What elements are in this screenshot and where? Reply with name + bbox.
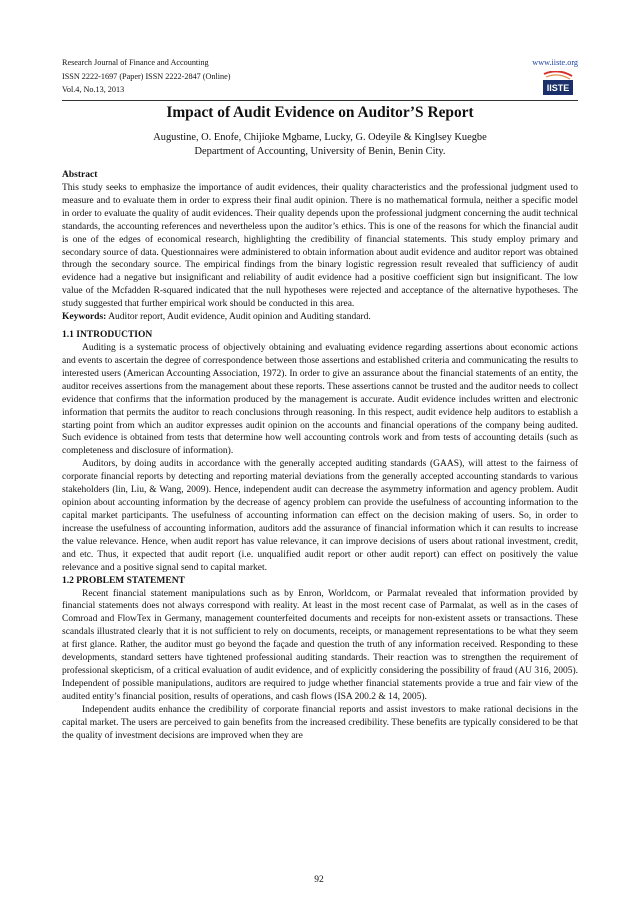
keywords: [62, 311, 578, 324]
author-block: [62, 131, 578, 158]
paper-title: Impact of Audit Evidence on Auditor’S Report: [166, 104, 474, 121]
paragraph: Auditors, by doing audits in accordance with the generally accepted auditing standards (GAAS), will attest to the fairness of corporate financial reports by detecting and reporting material deviations from the generally accepted accounting standards to various stakeholders (lin, Liu, & Wang, 2009). Hence, independent audit can decrease the asymmetry information and agency problem. Audit opinion about accounting information by the decrease of agency problem can provide the usefulness of accounting information to the capital market participants. The usefulness of accounting information can effect on the decision making of users. So, in order to increase the usefulness of accounting information, auditors add the assurance of financial information which it can results to increase the value relevance. Hence, when audit report has value relevance, it can improve decisions of users about rational investment, credit, and etc. Thus, it expected that audit report (i.e. unqualified audit report or other audit report) can effect on positively the value relevance and a positive signal send to capital market.: [62, 459, 578, 573]
page-header: [62, 56, 578, 98]
volume: Vol.4, No.13, 2013: [62, 85, 125, 94]
paper-body: [62, 169, 578, 743]
paragraph: Auditing is a systematic process of objectively obtaining and evaluating evidence regarding assertions about economic actions and events to ascertain the degree of correspondence between those assertions and established criteria and communicating the results to interested users (American Accounting Association, 1972). In order to give an assurance about the financial statements of an entity, the auditor receives assertions from the management about these reports. These assertions cannot be trusted and the auditor needs to collect evidence that confirms that the information produced by the management is accurate. Audit evidence includes written and electronic information that permits the auditor to reach conclusions through reasoning. In this respect, audit evidence help auditors to establish a starting point from which an auditor expresses audit opinion on the accounts and financial operations of the company being audited. Such evidence is obtained from tests that determine how well accounting controls work and from tests of accounting details (such as completeness and disclosure of information).: [62, 342, 578, 457]
paragraph: Independent audits enhance the credibility of corporate financial reports and assist investors to make rational decisions in the capital market. The users are perceived to gain benefits from the increased credibility. These benefits are typically considered to be that the quality of investment decisions are improved when they are: [62, 704, 578, 741]
journal-name: Research Journal of Finance and Accounting: [62, 58, 209, 67]
page-number: 92: [314, 875, 324, 885]
header-divider: [62, 100, 578, 101]
journal-info: [62, 56, 231, 97]
paragraph: Recent financial statement manipulations such as by Enron, Worldcom, or Parmalat revealed that information provided by financial statements does not always correspond with reality. At least in the most recent case of Parmalat, as well as in the cases of Comroad and FlowTex in Germany, management counterfeited documents and receipts for non-existent assets or transactions. These scandals illustrated clearly that it is not sufficient to rely on documents, receipts, or management representations to be what they seem at first glance. Rather, the auditor must go beyond the façade and question the truth of any information received. Responding to these developments, standard setters have tightened professional auditing standards. Their reaction was to strengthen the requirement of professional skepticism, of a critical evaluation of audit evidence, and of explicitly considering the possibility of fraud (AU 316, 2005). Independent of possible manipulations, auditors are required to judge whether financial statements provide a true and fair view of the audited entity’s financial position, results of operations, and cash flows (ISA 200.2 & 14, 2005).: [62, 588, 578, 702]
section-heading-introduction: 1.1 INTRODUCTION: [62, 330, 153, 341]
authors: Augustine, O. Enofe, Chijioke Mgbame, Lucky, G. Odeyile & Kinglsey Kuegbe: [153, 132, 487, 143]
abstract-text: This study seeks to emphasize the importance of audit evidences, their quality characteristics and the professional judgment used to measure and to evaluate them in order to express their final audit opinion. There is no mathematical formula, neither a specific model in order to evaluate the quality of audit evidences. Their quality depends upon the professional judgment concerning the audit technical standards, the accounting references and nevertheless upon the auditor’s ethics. This is one of the reasons for which the financial audit is one of the edges of economical research, highlighting the credibility of financial statements. This study employ primary and secondary source of data. Questionnaires were administered to obtain information about audit evidence and auditor report was obtained through the secondary source. The empirical findings from the binary logistic regression result revealed that sufficiency of audit evidence had a negative but insignificant and reliability of audit evidence had a positive coefficient sign but insignificant. The low value of the Mcfadden R-squared indicated that the null hypotheses were rejected and acceptance of the alternative hypotheses. The study suggested that further empirical work should be conducted in this area.: [62, 182, 578, 310]
section-heading-problem-statement: 1.2 PROBLEM STATEMENT: [62, 575, 185, 586]
abstract-heading: Abstract: [62, 170, 98, 180]
issn: ISSN 2222-1697 (Paper) ISSN 2222-2847 (Online): [62, 71, 231, 81]
svg-text:IISTE: IISTE: [546, 83, 570, 93]
keywords-text: Auditor report, Audit evidence, Audit opinion and Auditing standard.: [108, 312, 371, 323]
affiliation: Department of Accounting, University of Benin, Benin City.: [194, 145, 446, 157]
journal-url-link[interactable]: www.iiste.org: [532, 58, 578, 67]
iiste-logo: [540, 71, 576, 97]
keywords-label: Keywords:: [62, 312, 107, 323]
